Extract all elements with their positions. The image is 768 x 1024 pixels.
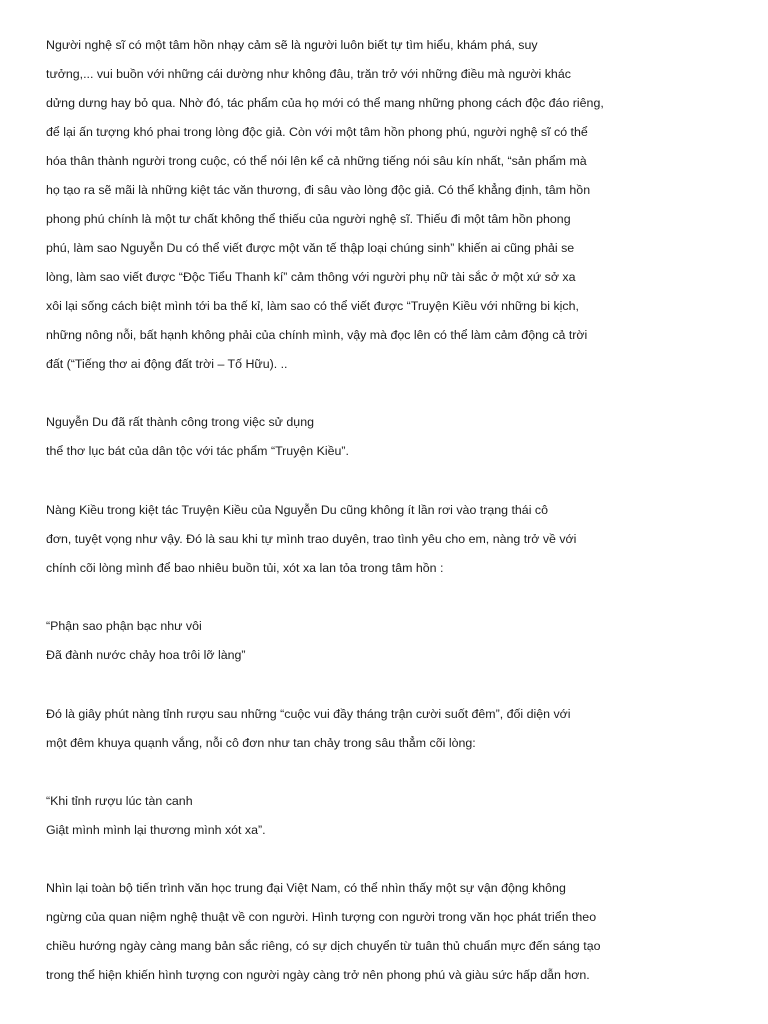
text-line: “Phận sao phận bạc như vôi <box>46 619 202 633</box>
text-line: “Khi tỉnh rượu lúc tàn canh <box>46 794 193 808</box>
text-line: Nhìn lại toàn bộ tiến trình văn học trung đại Việt Nam, có thể nhìn thấy một sự vận động không <box>46 881 566 895</box>
text-line: Người nghệ sĩ có một tâm hồn nhạy cảm sẽ là người luôn biết tự tìm hiểu, khám phá, suy <box>46 38 538 52</box>
text-line: những nông nỗi, bất hạnh không phải của chính mình, vậy mà đọc lên có thể làm cảm động cả trời <box>46 328 588 342</box>
text-line: lòng, làm sao viết được “Độc Tiểu Thanh kí” cảm thông với người phụ nữ tài sắc ở một xứ sở xa <box>46 270 576 284</box>
text-line: để lại ấn tượng khó phai trong lòng độc giả. Còn với một tâm hồn phong phú, người nghệ sĩ có thể <box>46 125 588 139</box>
text-line: đất (“Tiếng thơ ai động đất trời – Tố Hữu). .. <box>46 357 288 371</box>
text-line: phong phú chính là một tư chất không thể thiếu của người nghệ sĩ. Thiếu đi một tâm hồn phong <box>46 212 571 226</box>
text-line: trong thể hiện khiến hình tượng con người ngày càng trở nên phong phú và giàu sức hấp dẫn hơn. <box>46 968 590 982</box>
text-line: dửng dưng hay bỏ qua. Nhờ đó, tác phẩm của họ mới có thể mang những phong cách độc đáo riêng, <box>46 96 604 110</box>
text-line: Đó là giây phút nàng tỉnh rượu sau những “cuộc vui đầy tháng trận cười suốt đêm”, đối diện với <box>46 707 571 721</box>
text-line: chính cõi lòng mình để bao nhiêu buồn tủi, xót xa lan tỏa trong tâm hồn : <box>46 561 444 575</box>
text-line: Giật mình mình lại thương mình xót xa”. <box>46 823 266 837</box>
text-line: đơn, tuyệt vọng như vậy. Đó là sau khi tự mình trao duyên, trao tình yêu cho em, nàng trở về với <box>46 532 577 546</box>
text-line: Nàng Kiều trong kiệt tác Truyện Kiều của Nguyễn Du cũng không ít lần rơi vào trạng thái cô <box>46 503 548 517</box>
text-line: ngừng của quan niệm nghệ thuật về con người. Hình tượng con người trong văn học phát triển theo <box>46 910 597 924</box>
text-line: Đã đành nước chảy hoa trôi lỡ làng” <box>46 648 246 662</box>
text-line: xôi lại sống cách biệt mình tới ba thế kỉ, làm sao có thể viết được “Truyện Kiều với những bi kịch, <box>46 299 579 313</box>
text-line: phú, làm sao Nguyễn Du có thể viết được một văn tế thập loại chúng sinh” khiến ai cũng phải se <box>46 241 575 255</box>
text-line: thể thơ lục bát của dân tộc với tác phẩm “Truyện Kiều”. <box>46 444 349 458</box>
text-line: họ tạo ra sẽ mãi là những kiệt tác văn thương, đi sâu vào lòng độc giả. Có thể khẳng định, tâm hồn <box>46 183 591 197</box>
text-line: chiều hướng ngày càng mang bản sắc riêng, có sự dịch chuyển từ tuân thủ chuẩn mực đến sáng tạo <box>46 939 601 953</box>
text-line: tưởng,... vui buồn với những cái dường như không đâu, trăn trở với những điều mà người khác <box>46 67 571 81</box>
text-line: hóa thân thành người trong cuộc, có thể nói lên kể cả những tiếng nói sâu kín nhất, “sản phẩm mà <box>46 154 587 168</box>
text-line: Nguyễn Du đã rất thành công trong việc sử dụng <box>46 415 314 429</box>
text-line: một đêm khuya quạnh vắng, nỗi cô đơn như tan chảy trong sâu thẳm cõi lòng: <box>46 736 476 750</box>
